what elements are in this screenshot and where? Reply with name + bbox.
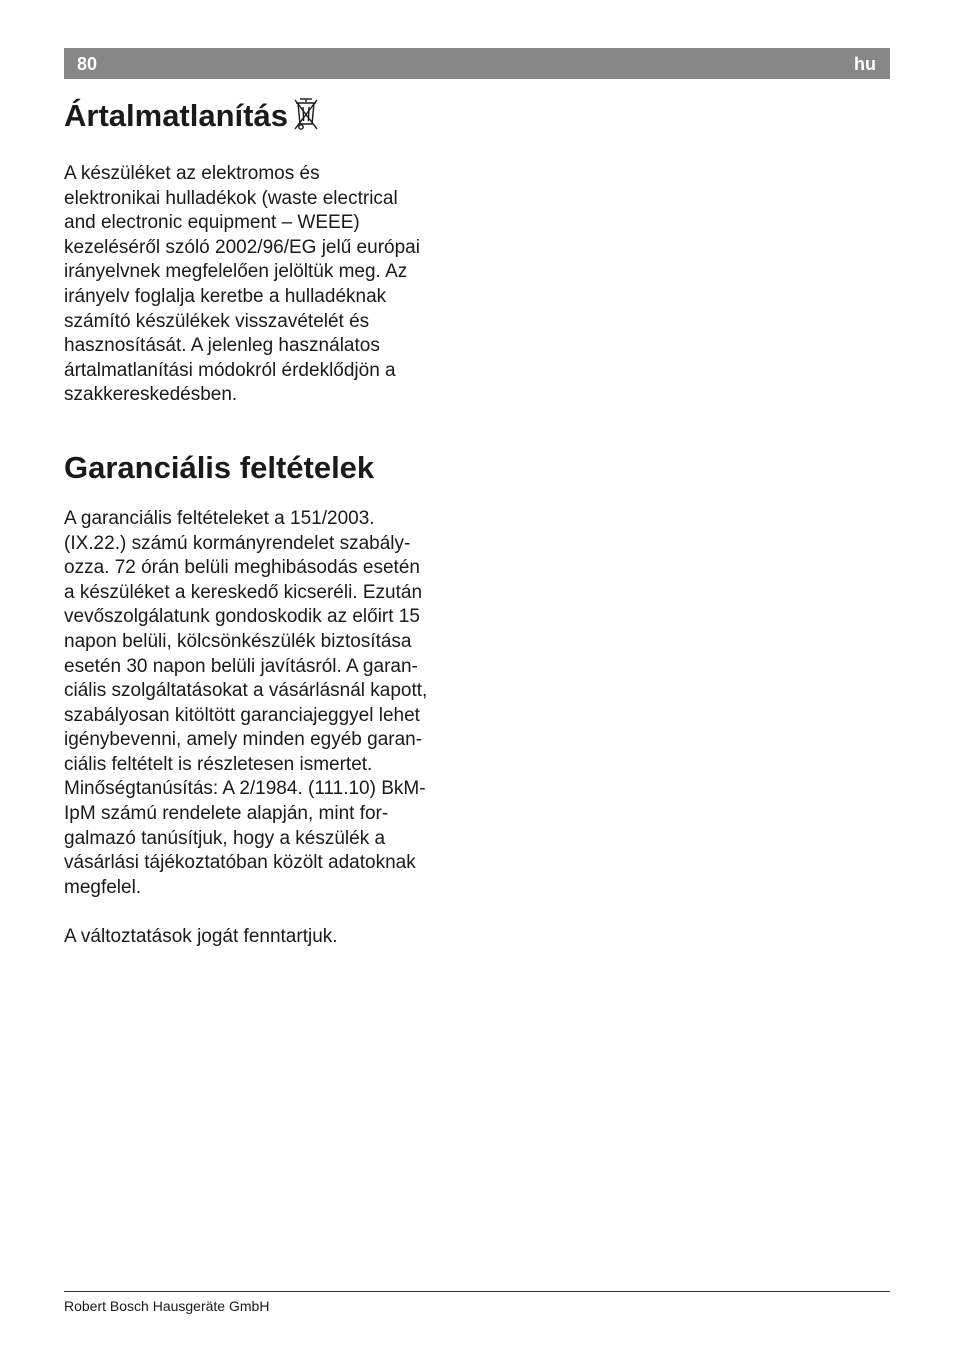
page-number: 80 xyxy=(77,54,98,74)
disposal-paragraph: A készüléket az elektromos és elektronikai hulladékok (waste electrical and electronic equipment – WEEE) kezeléséről szóló 2002/96/EG jelű európai irányelvnek megfelelően jelöltük meg. Az irányelv foglalja keretbe a hulladéknak számító készülékek visszavételét és hasznosítását. A jelenleg használatos ártalmatlanítási módokról érdeklődjön a szakkereskedésben. xyxy=(64,163,420,406)
language-code: hu xyxy=(854,54,876,74)
disposal-heading-text: Ártalmatlanítás xyxy=(64,98,288,133)
warranty-heading: Garanciális feltételek xyxy=(64,449,375,485)
content-column xyxy=(64,96,464,950)
page-header-bar xyxy=(64,48,890,79)
footer-company: Robert Bosch Hausgeräte GmbH xyxy=(64,1298,270,1314)
warranty-paragraph: A garanciális feltételeket a 151/2003. (IX.22.) számú kormányrendelet szabály- ozza. 72 órán belüli meghibásodás esetén a készüléket a kereskedő kicseréli. Ezután vevőszolgálatunk gondoskodik az előirt 15 napon belüli, kölcsönkészülék biztosítása esetén 30 napon belüli javításról. A garan- ciális szolgáltatásokat a vásárlásnál kapott, szabályosan kitöltött garanciajeggyel lehet igénybevenni, amely minden egyéb garan- ciális feltételt is részletesen ismertet. Minőségtanúsítás: A 2/1984. (111.10) BkM- IpM számú rendelete alapján, mint for- galmazó tanúsítjuk, hogy a készülék a vásárlási tájékoztatóban közölt adatoknak megfelel. xyxy=(64,507,428,898)
disposal-heading xyxy=(64,96,464,142)
footer-divider xyxy=(64,1291,890,1292)
rights-reserved-paragraph: A változtatások jogát fenntartjuk. xyxy=(64,926,338,948)
crossed-out-wheelie-bin-icon xyxy=(292,96,320,142)
